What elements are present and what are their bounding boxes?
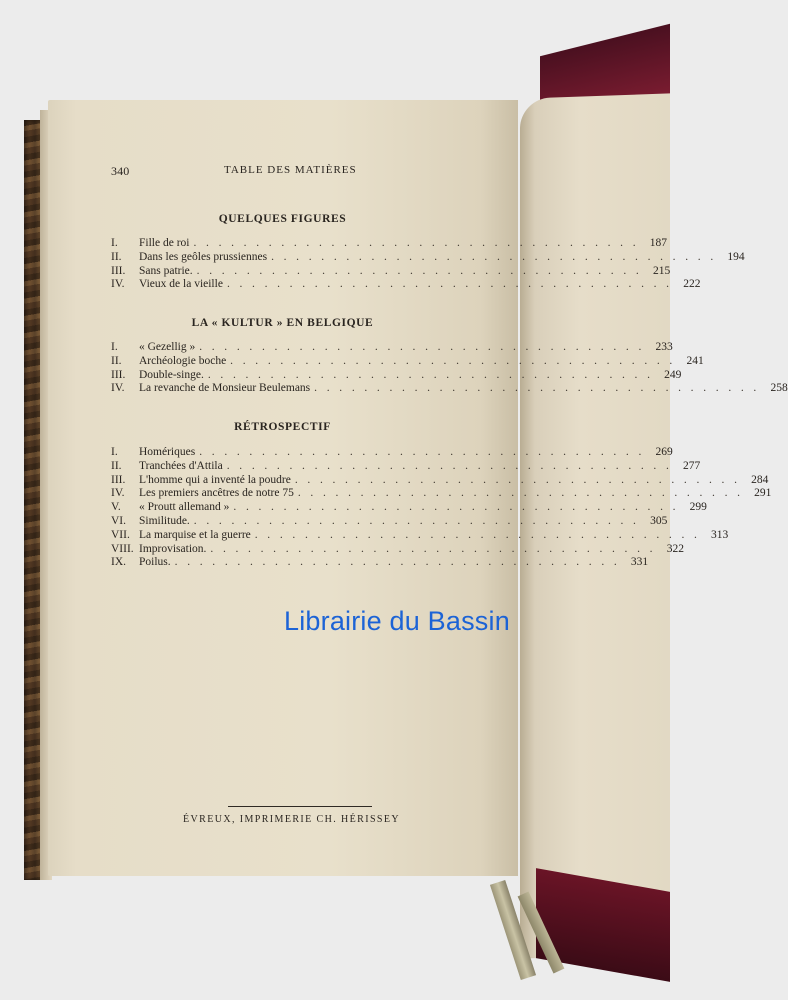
imprint-line: ÉVREUX, IMPRIMERIE CH. HÉRISSEY (183, 814, 401, 825)
section-heading: RÉTROSPECTIF (234, 421, 331, 433)
toc-entry: I. Fille de roi . . . . . . . . . . . . . . . . . . . . . . . . . . . . . . . . . . . . 187 (111, 237, 667, 249)
toc-list (111, 446, 772, 570)
toc-entry: IX. Poilus. . . . . . . . . . . . . . . . . . . . . . . . . . . . . . . . . . . . . 331 (111, 556, 649, 569)
toc-entry: VI. Similitude. . . . . . . . . . . . . . . . . . . . . . . . . . . . . . . . . . . . . 305 (111, 514, 668, 527)
section-heading: QUELQUES FIGURES (218, 213, 347, 225)
toc-entry: II. Dans les geôles prussiennes . . . . . . . . . . . . . . . . . . . . . . . . . . . . . . . . . . . . 194 (111, 250, 745, 263)
page-number: 340 (111, 164, 130, 178)
toc-entry: III. L'homme qui a inventé la poudre . . . . . . . . . . . . . . . . . . . . . . . . . . . . . . . . . . . . 284 (111, 473, 769, 486)
running-head: TABLE DES MATIÈRES (224, 164, 357, 176)
toc-entry: IV. Les premiers ancêtres de notre 75 . . . . . . . . . . . . . . . . . . . . . . . . . . . . . . . . . . . . 291 (111, 487, 772, 500)
watermark-text: Librairie du Bassin (284, 606, 510, 636)
toc-entry: I. Homériques . . . . . . . . . . . . . . . . . . . . . . . . . . . . . . . . . . . . 269 (111, 446, 673, 458)
toc-entry: VII. La marquise et la guerre . . . . . . . . . . . . . . . . . . . . . . . . . . . . . . . . . . . . 313 (111, 528, 729, 541)
toc-entry: III. Double-singe. . . . . . . . . . . . . . . . . . . . . . . . . . . . . . . . . . . . . 249 (111, 368, 682, 381)
toc-entry: I. « Gezellig » . . . . . . . . . . . . . . . . . . . . . . . . . . . . . . . . . . . . 233 (111, 341, 673, 353)
section-heading: LA « KULTUR » EN BELGIQUE (191, 317, 374, 329)
toc-list (111, 237, 745, 292)
toc-entry: IV. Vieux de la vieille . . . . . . . . . . . . . . . . . . . . . . . . . . . . . . . . . . . . 222 (111, 278, 701, 291)
toc-entry: VIII. Improvisation. . . . . . . . . . . . . . . . . . . . . . . . . . . . . . . . . . . . . 322 (111, 542, 684, 555)
imprint-rule (228, 806, 372, 807)
toc-entry: III. Sans patrie. . . . . . . . . . . . . . . . . . . . . . . . . . . . . . . . . . . . . 215 (111, 264, 671, 277)
toc-entry: IV. La revanche de Monsieur Beulemans . . . . . . . . . . . . . . . . . . . . . . . . . . . . . . . . . . . . 258 (111, 382, 788, 395)
toc-entry: V. « Proutt allemand » . . . . . . . . . . . . . . . . . . . . . . . . . . . . . . . . . . . . 299 (111, 501, 707, 514)
toc-entry: II. Tranchées d'Attila . . . . . . . . . . . . . . . . . . . . . . . . . . . . . . . . . . . . 277 (111, 459, 701, 472)
toc-entry: II. Archéologie boche . . . . . . . . . . . . . . . . . . . . . . . . . . . . . . . . . . . . 241 (111, 354, 704, 367)
toc-list (111, 341, 788, 396)
